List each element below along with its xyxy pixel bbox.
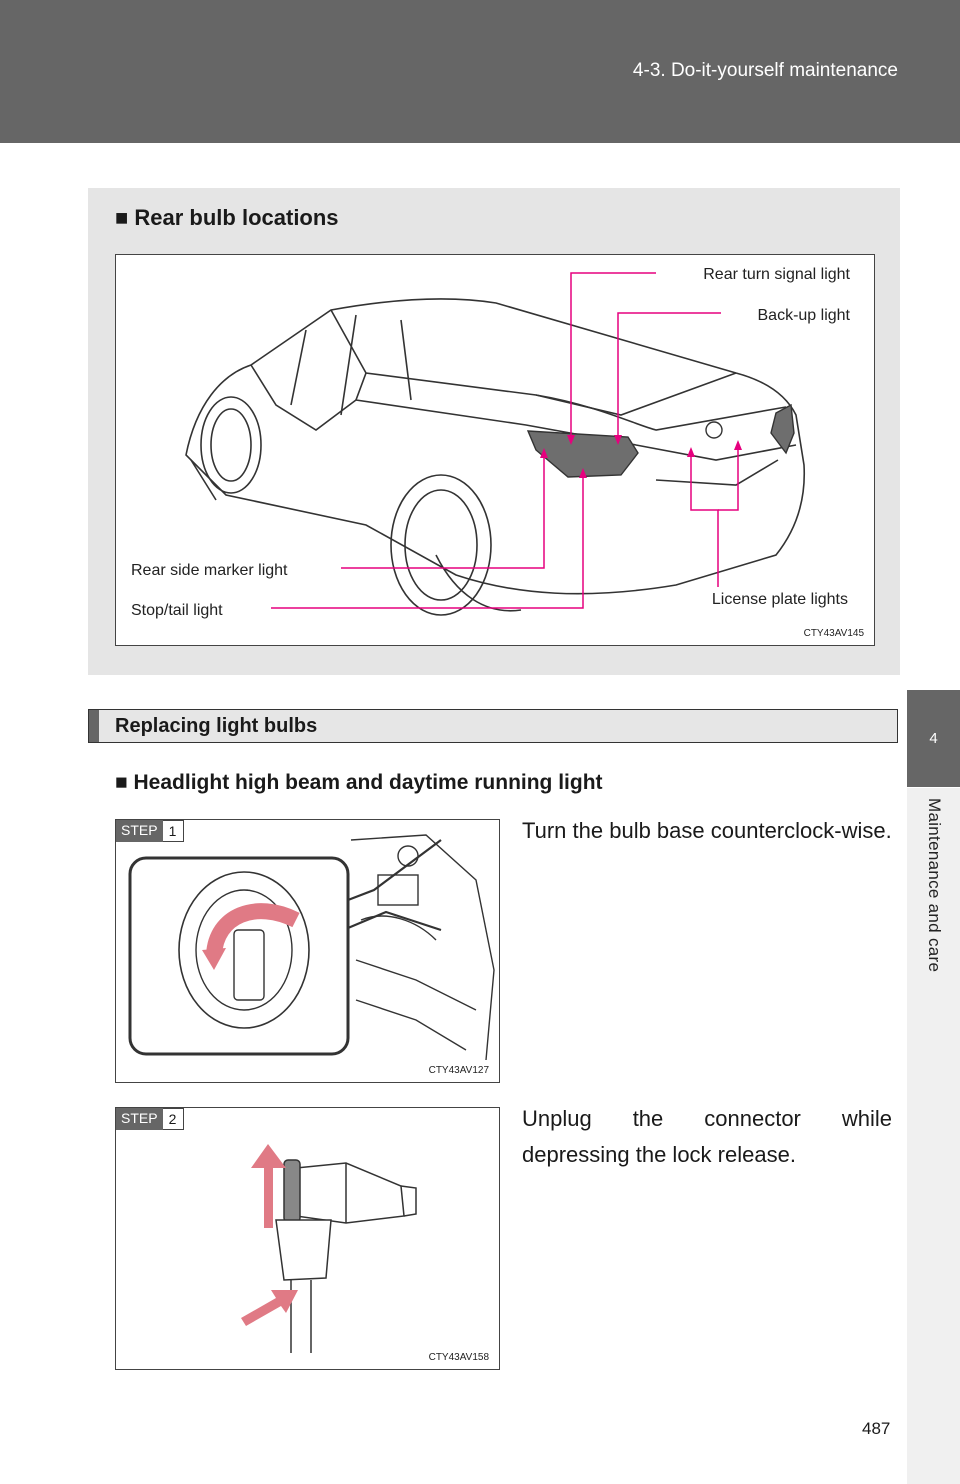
engine-bay [351, 835, 494, 1060]
rear-bulb-panel [88, 188, 900, 675]
step2-text: Unplug the connector while depressing the lock release. [522, 1106, 892, 1167]
chapter-label: Maintenance and care [925, 798, 944, 973]
callout-backup-light: Back-up light [757, 307, 850, 324]
rear-bulb-figure [115, 254, 875, 646]
step1-tag [116, 820, 184, 842]
callout-rear-turn-signal: Rear turn signal light [703, 266, 850, 283]
bulb-connector [276, 1160, 416, 1353]
pull-arrow [251, 1144, 286, 1228]
callout-rear-side-marker: Rear side marker light [131, 562, 288, 579]
callout-leaders [271, 273, 738, 608]
wheels [201, 397, 491, 615]
subheading-headlight: ■ Headlight high beam and daytime running light [115, 771, 603, 794]
car-rear-illustration [116, 255, 874, 645]
callout-license-plate: License plate lights [711, 591, 848, 608]
step1-text: Turn the bulb base counterclock-wise. [522, 818, 892, 843]
step2-figure-code: CTY43AV158 [428, 1352, 489, 1363]
section-bar-accent [89, 710, 99, 742]
step1-label: STEP [116, 820, 163, 842]
step2-label: STEP [116, 1108, 163, 1130]
step2-number: 2 [163, 1108, 185, 1130]
step2-illustration [116, 1108, 499, 1369]
step1-figure-code: CTY43AV127 [428, 1065, 489, 1076]
page-header [0, 0, 960, 143]
chapter-side-tab [907, 788, 960, 1484]
rear-bulb-heading: ■ Rear bulb locations [115, 205, 339, 230]
emblem [706, 422, 722, 438]
section-title-replacing: Replacing light bulbs [115, 715, 318, 737]
figure-code: CTY43AV145 [803, 628, 864, 639]
step2-tag [116, 1108, 184, 1130]
step2-figure [115, 1107, 500, 1370]
section-title: 4-3. Do-it-yourself maintenance [632, 60, 898, 81]
callout-stop-tail: Stop/tail light [131, 602, 223, 619]
chapter-number-tab: 4 [907, 690, 960, 787]
section-bar [88, 709, 898, 743]
page-number: 487 [862, 1419, 891, 1438]
step1-figure [115, 819, 500, 1083]
step1-illustration [116, 820, 499, 1082]
press-arrow [241, 1290, 298, 1326]
step1-number: 1 [163, 820, 185, 842]
